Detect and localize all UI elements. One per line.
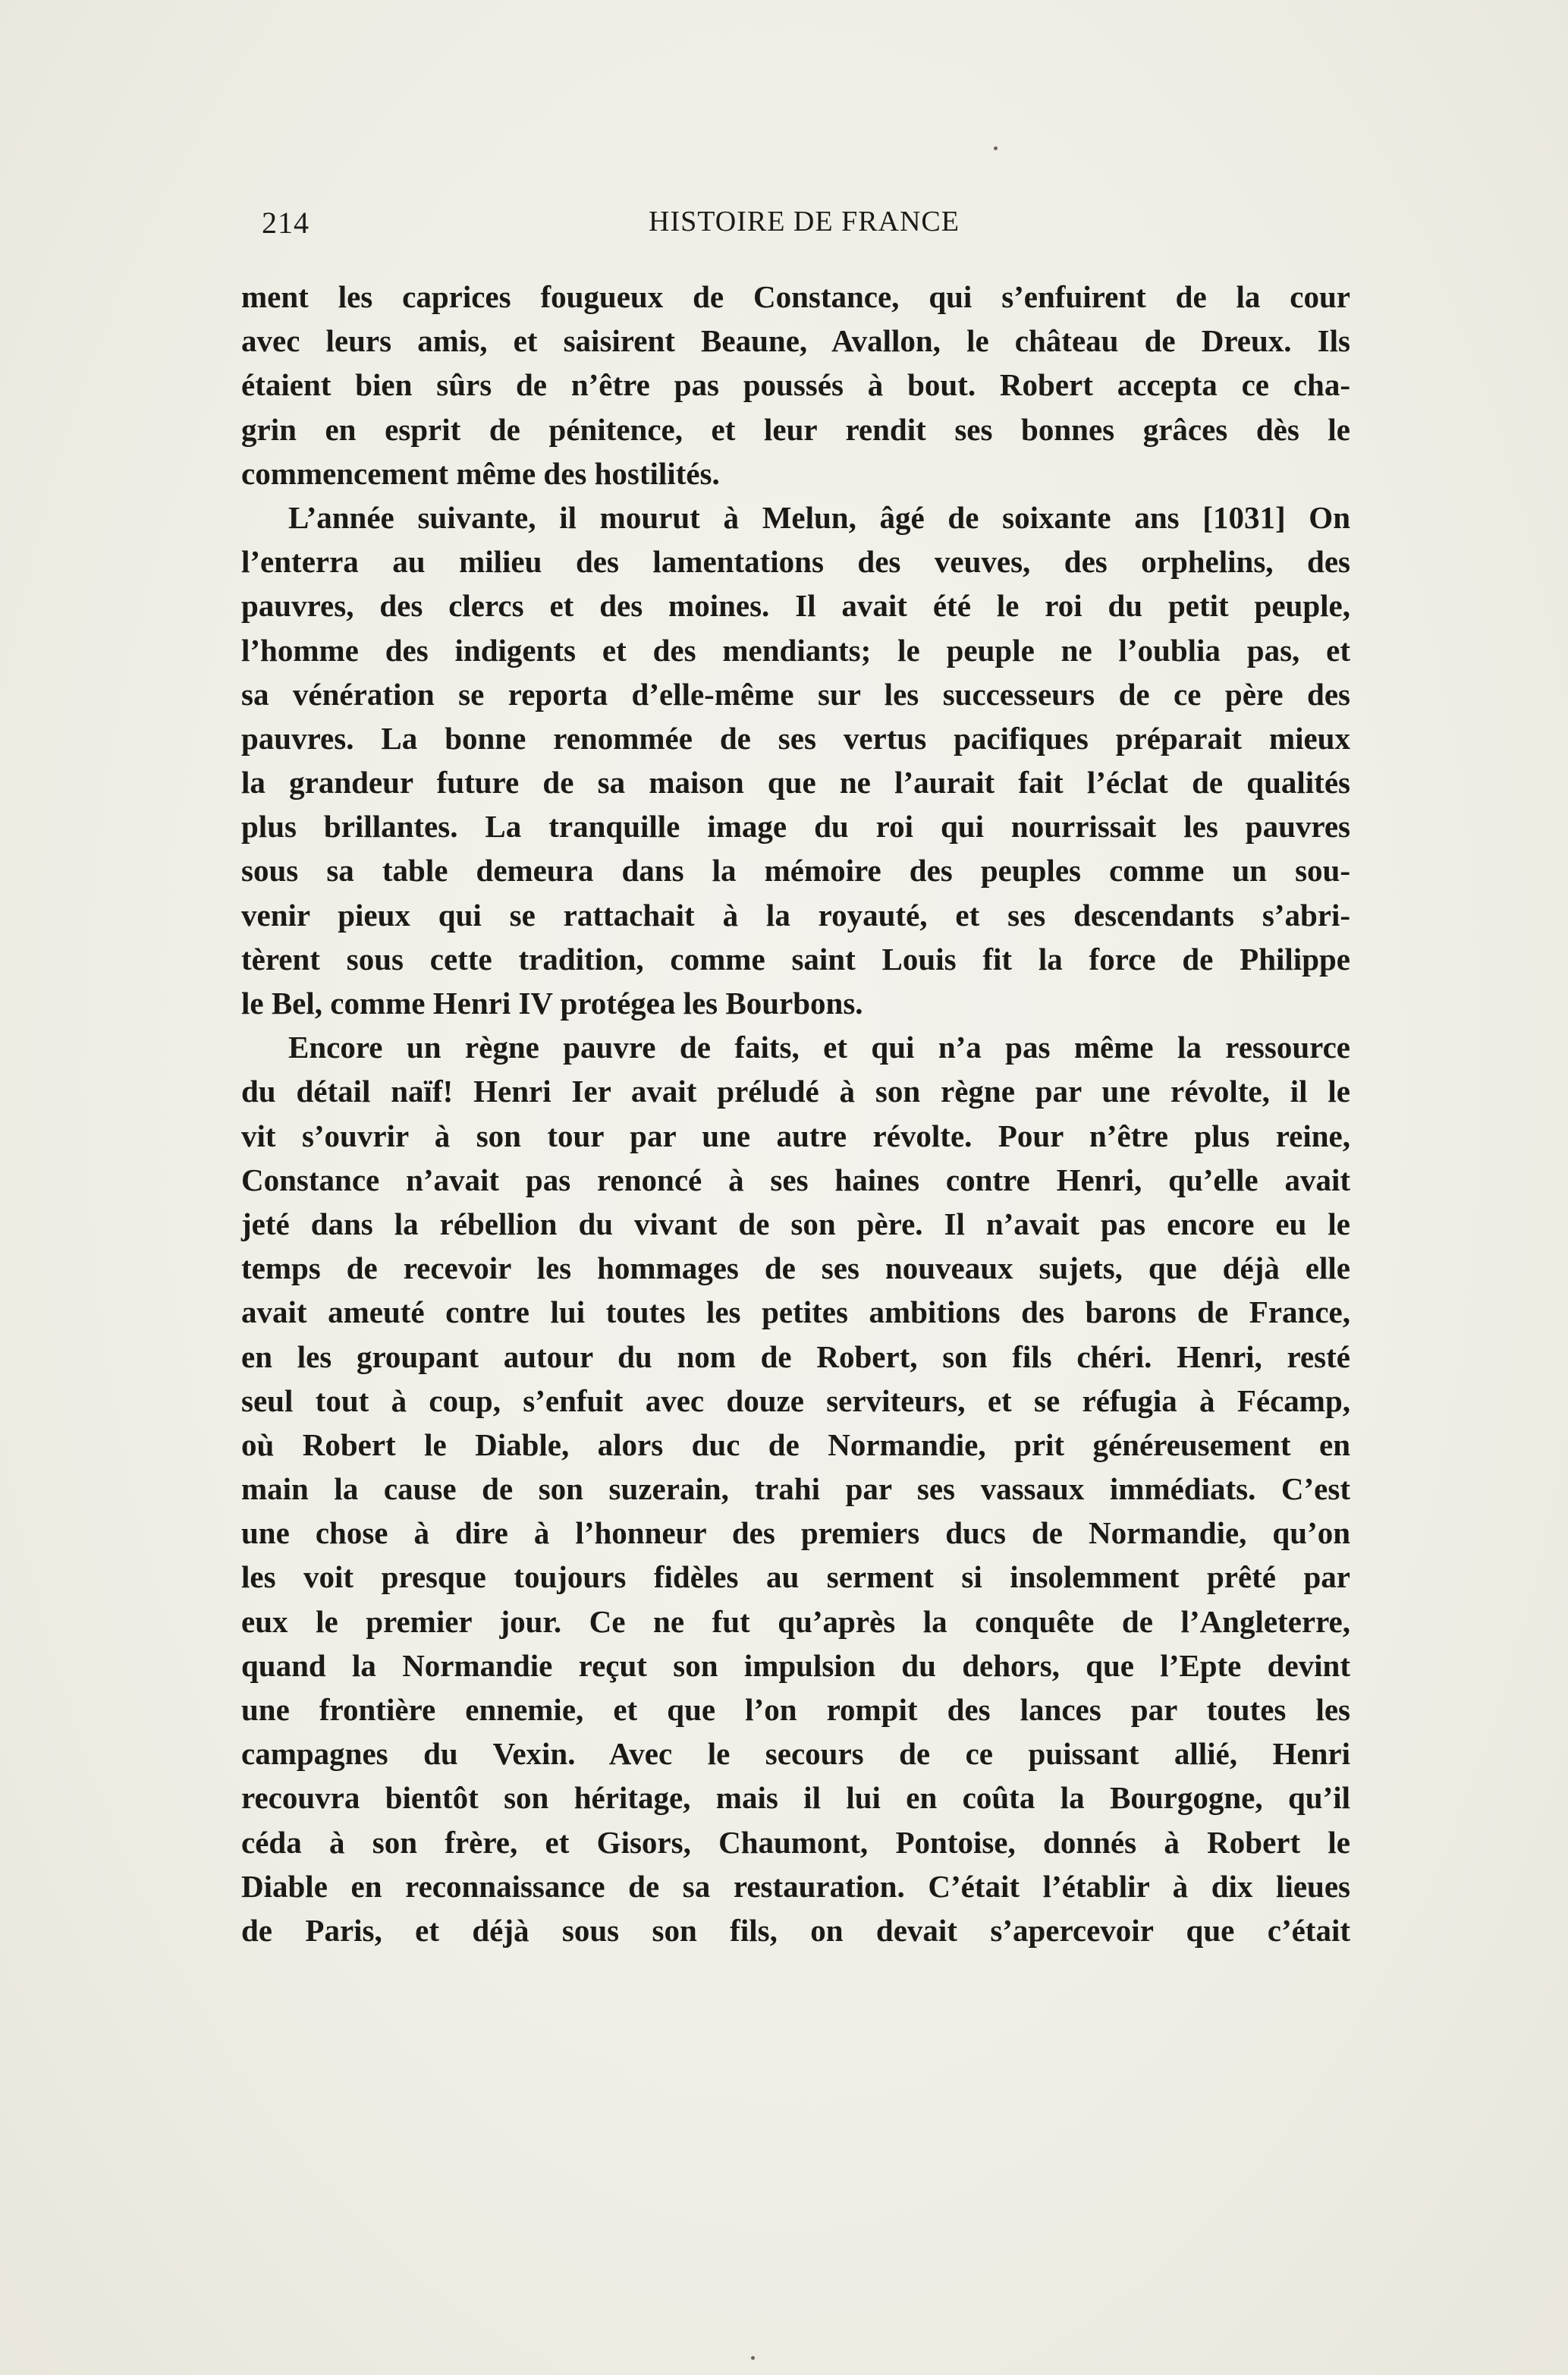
text-line: tèrent sous cette tradition, comme saint Louis fit la force de Philippe <box>241 941 1350 977</box>
text-line: de Paris, et déjà sous son fils, on devait s’apercevoir que c’était <box>241 1912 1350 1948</box>
running-head <box>262 205 1346 250</box>
text-line: quand la Normandie reçut son impulsion du dehors, que l’Epte devint <box>241 1647 1350 1683</box>
page-number: 214 <box>262 206 310 240</box>
text-line: du détail naïf! Henri Ier avait préludé à son règne par une révolte, il le <box>241 1074 1350 1109</box>
text-line: sa vénération se reporta d’elle-même sur les successeurs de ce père des <box>241 676 1350 712</box>
text-line: Diable en reconnaissance de sa restauration. C’était l’établir à dix lieues <box>241 1868 1350 1904</box>
text-line: où Robert le Diable, alors duc de Normandie, prit généreusement en <box>241 1427 1350 1462</box>
text-line: vit s’ouvrir à son tour par une autre révolte. Pour n’être plus reine, <box>241 1118 1350 1153</box>
text-line: temps de recevoir les hommages de ses nouveaux sujets, que déjà elle <box>241 1250 1350 1286</box>
print-speck <box>994 146 998 150</box>
text-line: avait ameuté contre lui toutes les petites ambitions des barons de France, <box>241 1294 1350 1330</box>
text-line: L’année suivante, il mourut à Melun, âgé de soixante ans [1031] On <box>288 499 1350 535</box>
text-line: Constance n’avait pas renoncé à ses haines contre Henri, qu’elle avait <box>241 1162 1350 1197</box>
text-line: l’enterra au milieu des lamentations des veuves, des orphelins, des <box>241 544 1350 580</box>
text-line: avec leurs amis, et saisirent Beaune, Avallon, le château de Dreux. Ils <box>241 323 1350 359</box>
text-line: une frontière ennemie, et que l’on rompit des lances par toutes les <box>241 1692 1350 1727</box>
body-text <box>241 275 1350 1952</box>
text-line: pauvres. La bonne renommée de ses vertus pacifiques préparait mieux <box>241 720 1350 756</box>
text-line: l’homme des indigents et des mendiants; le peuple ne l’oublia pas, et <box>241 632 1350 668</box>
text-line: étaient bien sûrs de n’être pas poussés à bout. Robert accepta ce cha- <box>241 367 1350 403</box>
text-line: eux le premier jour. Ce ne fut qu’après la conquête de l’Angleterre, <box>241 1603 1350 1639</box>
text-line: grin en esprit de pénitence, et leur rendit ses bonnes grâces dès le <box>241 411 1350 447</box>
print-speck <box>751 2356 755 2360</box>
text-line: le Bel, comme Henri IV protégea les Bourbons. <box>241 986 863 1021</box>
text-line: une chose à dire à l’honneur des premiers ducs de Normandie, qu’on <box>241 1515 1350 1551</box>
text-line: en les groupant autour du nom de Robert, son fils chéri. Henri, resté <box>241 1338 1350 1374</box>
text-line: sous sa table demeura dans la mémoire des peuples comme un sou- <box>241 853 1350 889</box>
text-line: pauvres, des clercs et des moines. Il avait été le roi du petit peuple, <box>241 588 1350 624</box>
running-title: HISTOIRE DE FRANCE <box>649 206 960 238</box>
text-line: plus brillantes. La tranquille image du roi qui nourrissait les pauvres <box>241 809 1350 845</box>
text-line: la grandeur future de sa maison que ne l’aurait fait l’éclat de qualités <box>241 765 1350 801</box>
text-line: recouvra bientôt son héritage, mais il lui en coûta la Bourgogne, qu’il <box>241 1780 1350 1816</box>
text-line: ment les caprices fougueux de Constance, qui s’enfuirent de la cour <box>241 279 1350 314</box>
text-line: commencement même des hostilités. <box>241 455 720 491</box>
text-line: céda à son frère, et Gisors, Chaumont, Pontoise, donnés à Robert le <box>241 1824 1350 1860</box>
text-line: seul tout à coup, s’enfuit avec douze serviteurs, et se réfugia à Fécamp, <box>241 1383 1350 1418</box>
text-line: campagnes du Vexin. Avec le secours de ce puissant allié, Henri <box>241 1736 1350 1772</box>
text-line: Encore un règne pauvre de faits, et qui n’a pas même la ressource <box>288 1030 1350 1065</box>
text-line: les voit presque toujours fidèles au serment si insolemment prêté par <box>241 1559 1350 1595</box>
text-line: venir pieux qui se rattachait à la royauté, et ses descendants s’abri- <box>241 897 1350 933</box>
text-line: jeté dans la rébellion du vivant de son père. Il n’avait pas encore eu le <box>241 1206 1350 1241</box>
text-line: main la cause de son suzerain, trahi par ses vassaux immédiats. C’est <box>241 1471 1350 1507</box>
